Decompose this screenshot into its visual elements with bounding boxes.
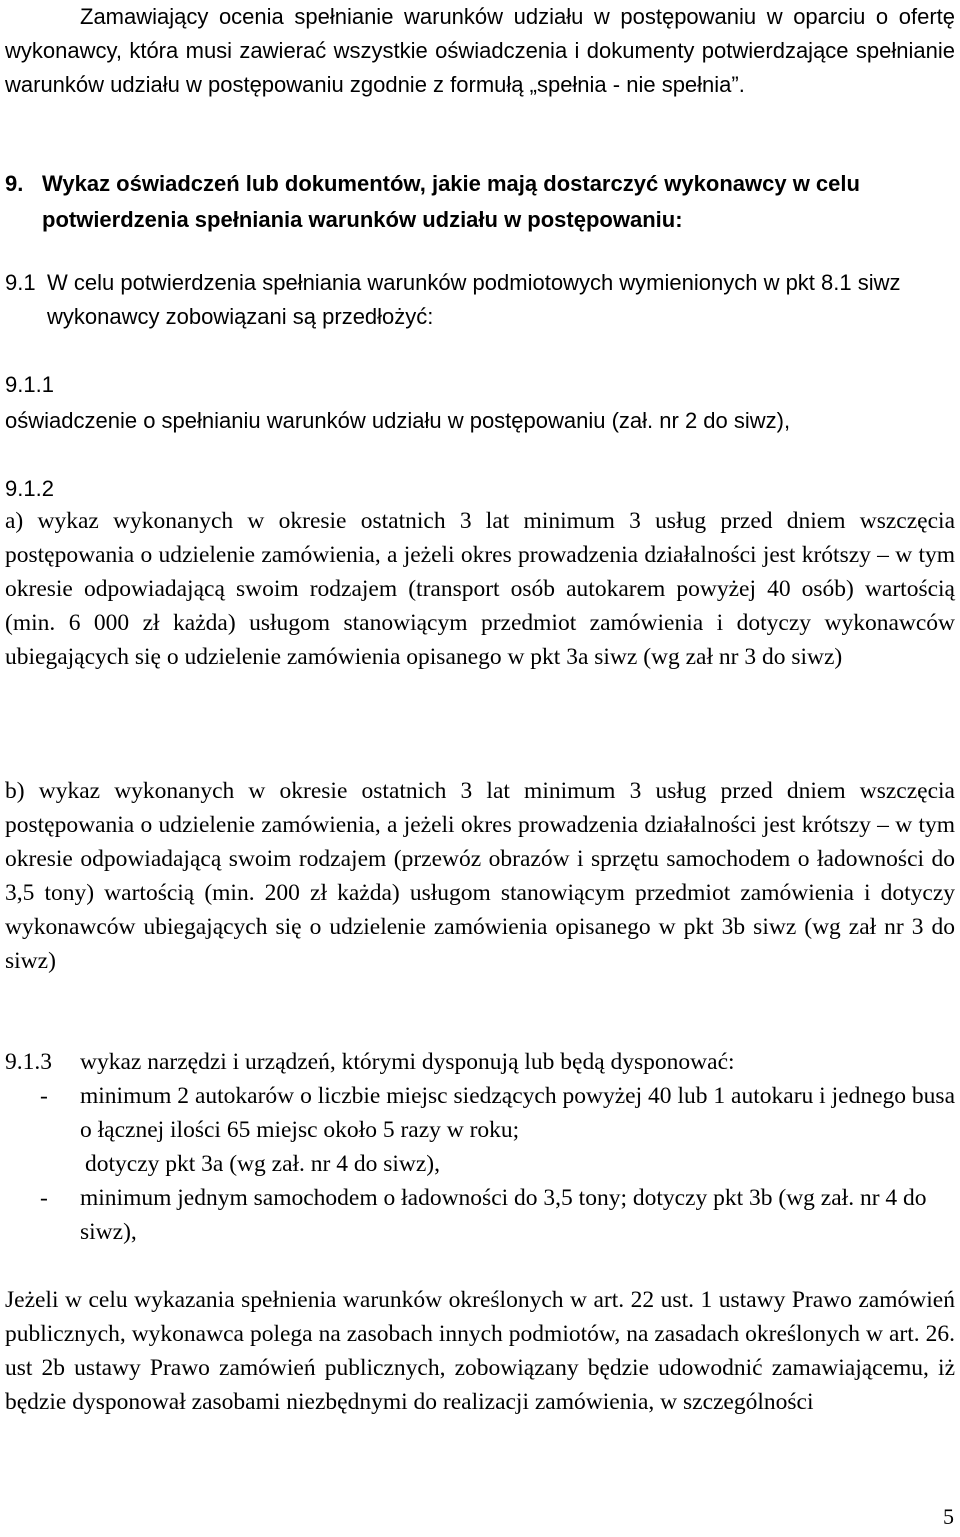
- equipment-bullet-1: [40, 1079, 955, 1181]
- closing-paragraph: Jeżeli w celu wykazania spełnienia warunków określonych w art. 22 ust. 1 ustawy Prawo zamówień publicznych, wykonawca polega na zasobach innych podmiotów, na zasadach określonych w art. 26. ust 2b ustawy Prawo zamówień publicznych, zobowiązany będzie udowodnić zamawiającemu, iż będzie dysponował zasobami niezbędnymi do realizacji zamówienia, w szczególności: [5, 1287, 955, 1415]
- section-9-1: [5, 266, 955, 334]
- section-9-title: Wykaz oświadczeń lub dokumentów, jakie mają dostarczyć wykonawcy w celu potwierdzenia spełniania warunków udziału w postępowaniu:: [42, 171, 860, 232]
- item-9-1-3-number: 9.1.3: [5, 1049, 52, 1075]
- equipment-bullet-1-text: [80, 1079, 955, 1181]
- item-9-1-2-b: b) wykaz wykonanych w okresie ostatnich 3 lat minimum 3 usług przed dniem wszczęcia postępowania o udzielenie zamówienia, a jeżeli okres prowadzenia działalności jest krótszy – w tym okresie odpowiadającą swoim rodzajem (przewóz obrazów i sprzętu samochodem o ładowności do 3,5 tony) wartością (min. 200 zł każda) usługom stanowiącym przedmiot zamówienia i dotyczy wykonawców ubiegających się o udzielenie zamówienia opisanego w pkt 3b siwz (wg zał nr 3 do siwz): [5, 778, 955, 974]
- item-9-1-3-text: wykaz narzędzi i urządzeń, którymi dysponują lub będą dysponować:: [80, 1049, 735, 1075]
- item-9-1-2-number: 9.1.2: [5, 476, 54, 501]
- section-9-heading: [5, 166, 955, 238]
- item-9-1-3: [5, 1045, 955, 1079]
- equipment-bullet-1-main: minimum 2 autokarów o liczbie miejsc siedzących powyżej 40 lub 1 autokaru i jednego busa o łącznej ilości 65 miejsc około 5 razy w roku;: [80, 1083, 955, 1143]
- section-9-1-number: 9.1: [5, 270, 36, 295]
- bullet-dash: -: [40, 1185, 48, 1211]
- section-9-number: 9.: [5, 171, 24, 196]
- intro-paragraph: Zamawiający ocenia spełnianie warunków udziału w postępowaniu w oparciu o ofertę wykonawcy, która musi zawierać wszystkie oświadczenia i dokumenty potwierdzające spełnianie warunków udziału w postępowaniu zgodnie z formułą „spełnia - nie spełnia”.: [5, 4, 955, 97]
- equipment-bullet-2: [40, 1181, 955, 1249]
- item-9-1-1-number: 9.1.1: [5, 372, 54, 397]
- item-9-1-2-a: a) wykaz wykonanych w okresie ostatnich 3 lat minimum 3 usług przed dniem wszczęcia postępowania o udzielenie zamówienia, a jeżeli okres prowadzenia działalności jest krótszy – w tym okresie odpowiadającą swoim rodzajem (transport osób autokarem powyżej 40 osób) wartością (min. 6 000 zł każda) usługom stanowiącym przedmiot zamówienia i dotyczy wykonawców ubiegających się o udzielenie zamówienia opisanego w pkt 3a siwz (wg zał nr 3 do siwz): [5, 508, 955, 670]
- equipment-bullet-1-extra: dotyczy pkt 3a (wg zał. nr 4 do siwz),: [85, 1151, 441, 1177]
- equipment-bullet-2-text: minimum jednym samochodem o ładowności do 3,5 tony; dotyczy pkt 3b (wg zał. nr 4 do siwz),: [80, 1185, 927, 1245]
- page-number: 5: [943, 1504, 954, 1529]
- section-9-1-text: W celu potwierdzenia spełniania warunków podmiotowych wymienionych w pkt 8.1 siwz wykonawcy zobowiązani są przedłożyć:: [47, 270, 901, 329]
- item-9-1-1-text: oświadczenie o spełnianiu warunków udziału w postępowaniu (zał. nr 2 do siwz),: [5, 408, 791, 433]
- bullet-dash: -: [40, 1083, 48, 1109]
